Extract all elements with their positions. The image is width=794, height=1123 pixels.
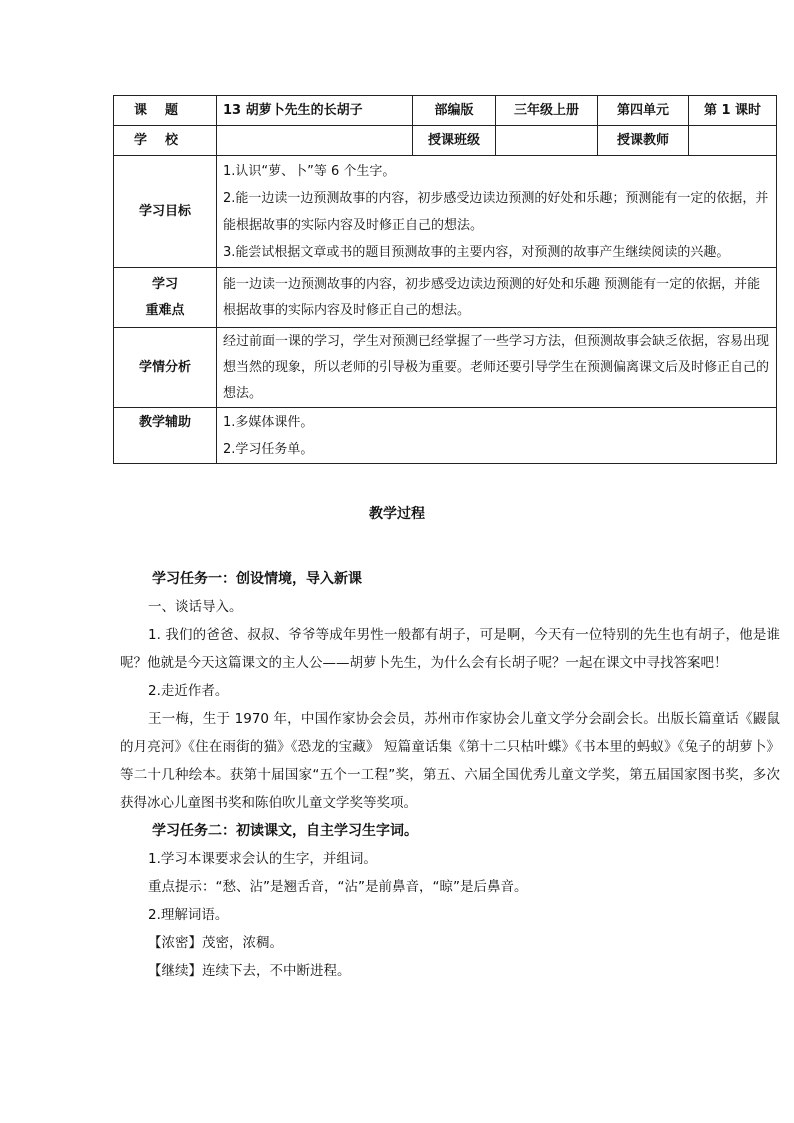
teacher-value [689, 126, 777, 156]
table-row-key-points [114, 268, 777, 328]
task-heading-2: 学习任务二：初读课文，自主学习生字词。 [152, 823, 418, 839]
aids-label: 教学辅助 [114, 408, 217, 464]
lesson-title: 13 胡萝卜先生的长胡子 [217, 96, 413, 126]
table-row-analysis [114, 328, 777, 408]
table-row-aids [114, 408, 777, 464]
aids-content [217, 408, 777, 464]
aid-item: 2.学习任务单。 [223, 441, 314, 457]
task-heading-1: 学习任务一：创设情境，导入新课 [152, 571, 362, 587]
goal-item: 3.能尝试根据文章或书的题目预测故事的主要内容，对预测的故事产生继续阅读的兴趣。 [223, 244, 730, 260]
aid-item: 1.多媒体课件。 [223, 414, 314, 430]
goal-item: 1.认识“萝、卜”等 6 个生字。 [223, 163, 396, 179]
text-line: 【浓密】茂密，浓稠。 [148, 935, 283, 951]
school-label: 学校 [114, 126, 217, 156]
text-line: 重点提示：“愁、沾”是翘舌音，“沾”是前鼻音，“晾”是后鼻音。 [148, 879, 528, 895]
table-row-school [114, 126, 777, 156]
table-row-goals [114, 156, 777, 268]
goal-item: 2.能一边读一边预测故事的内容，初步感受边读边预测的好处和乐趣；预测能有一定的依据，并能根据故事的实际内容及时修正自己的想法。 [223, 190, 769, 233]
goals-label: 学习目标 [114, 156, 217, 268]
lesson-label: 课题 [114, 96, 217, 126]
text-line: 1.学习本课要求会认的生字，并组词。 [148, 851, 377, 867]
key-points-label-line2: 重难点 [145, 302, 185, 318]
paragraph-author: 王一梅，生于 1970 年，中国作家协会会员，苏州市作家协会儿童文学分会副会长。出版长篇童话《鼹鼠的月亮河》《住在雨街的猫》《恐龙的宝藏》 短篇童话集《第十二只枯叶蝶》《书本里的蚂蚁》《兔子的胡萝卜》等二十几种绘本。获第十届国家“五个一工程”奖，第五、六届全国优秀儿童文学奖，第五届国家图书奖，多次获得冰心儿童图书奖和陈伯吹儿童文学奖等奖项。 [120, 711, 780, 811]
analysis-content: 经过前面一课的学习，学生对预测已经掌握了一些学习方法，但预测故事会缺乏依据，容易出现想当然的现象，所以老师的引导极为重要。老师还要引导学生在预测偏离课文后及时修正自己的想法。 [217, 328, 777, 408]
process-body [120, 565, 780, 985]
key-points-label-line1: 学习 [151, 276, 178, 292]
school-value [217, 126, 413, 156]
process-title: 教学过程 [369, 506, 425, 522]
key-points-label [114, 268, 217, 328]
analysis-label: 学情分析 [114, 328, 217, 408]
paragraph-intro: 1. 我们的爸爸、叔叔、爷爷等成年男性一般都有胡子，可是啊，今天有一位特别的先生也有胡子，他是谁呢？他就是今天这篇课文的主人公——胡萝卜先生，为什么会有长胡子呢？一起在课文中寻找答案吧！ [120, 627, 780, 671]
text-line: 【继续】连续下去，不中断进程。 [148, 963, 351, 979]
subheading-talk-intro: 一、谈话导入。 [148, 599, 243, 615]
lesson-period: 第 1 课时 [689, 96, 777, 126]
edition: 部编版 [413, 96, 496, 126]
class-value [496, 126, 598, 156]
class-label: 授课班级 [413, 126, 496, 156]
teacher-label: 授课教师 [598, 126, 689, 156]
subheading-author: 2.走近作者。 [148, 683, 229, 699]
unit: 第四单元 [598, 96, 689, 126]
key-points-content: 能一边读一边预测故事的内容，初步感受边读边预测的好处和乐趣 预测能有一定的依据，并能根据故事的实际内容及时修正自己的想法。 [217, 268, 777, 328]
goals-content [217, 156, 777, 268]
lesson-plan-table [113, 95, 777, 464]
grade: 三年级上册 [496, 96, 598, 126]
table-row-title [114, 96, 777, 126]
text-line: 2.理解词语。 [148, 907, 229, 923]
